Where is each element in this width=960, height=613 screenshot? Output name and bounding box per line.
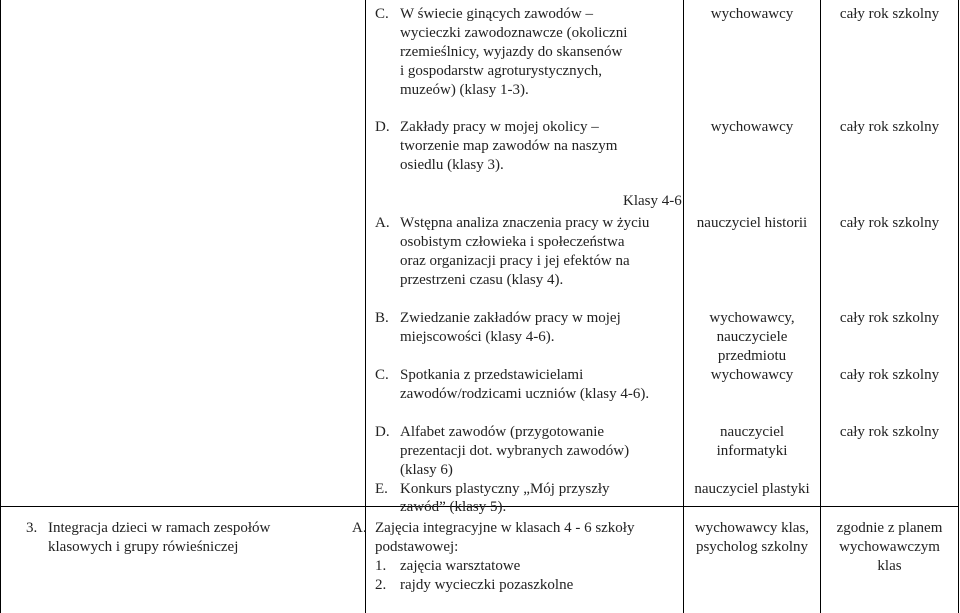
item-text-line: zawodów/rodzicami uczniów (klasy 4-6). [400,386,650,402]
item-text-line: Zwiedzanie zakładów pracy w mojej [400,310,621,326]
item-text-line: Wstępna analiza znaczenia pracy w życiu [400,215,650,231]
item-letter: C. [375,6,389,22]
section-heading: Klasy 4-6 [623,193,682,209]
item-text-line: Alfabet zawodów (przygotowanie [400,424,605,440]
item-text-line: i gospodarstw agroturystycznych, [400,63,603,79]
list-item: rajdy wycieczki pozaszkolne [400,577,574,593]
item-text-line: osiedlu (klasy 3). [400,157,504,173]
list-item-number: 2. [375,577,387,593]
table-border-right [958,0,959,613]
item-letter: B. [375,310,389,326]
item-letter: A. [352,520,367,536]
table-border-left [0,0,1,613]
responsible-cell: informatyki [716,443,788,459]
list-item-number: 1. [375,558,387,574]
timeframe-cell: wychowawczym [839,539,940,555]
responsible-cell: wychowawcy [710,367,794,383]
list-item: zajęcia warsztatowe [400,558,521,574]
row-title-line: klasowych i grupy rówieśniczej [48,539,239,555]
timeframe-cell: klas [877,558,902,574]
responsible-cell: wychowawcy klas, [694,520,810,536]
timeframe-cell: cały rok szkolny [839,215,940,231]
responsible-cell: wychowawcy, [709,310,795,326]
item-text-line: Konkurs plastyczny „Mój przyszły [400,481,610,497]
item-letter: D. [375,424,390,440]
item-letter: E. [375,481,388,497]
responsible-cell: nauczyciel historii [696,215,808,231]
responsible-cell: psycholog szkolny [695,539,809,555]
item-text-line: (klasy 6) [400,462,453,478]
row-number: 3. [26,520,38,536]
timeframe-cell: cały rok szkolny [839,119,940,135]
responsible-cell: nauczyciele [716,329,788,345]
item-text-line: Zajęcia integracyjne w klasach 4 - 6 szkoły [375,520,635,536]
responsible-cell: wychowawcy [710,6,794,22]
responsible-cell: wychowawcy [710,119,794,135]
responsible-cell: nauczyciel plastyki [694,481,810,497]
item-text-line: Spotkania z przedstawicielami [400,367,584,383]
timeframe-cell: cały rok szkolny [839,310,940,326]
item-letter: D. [375,119,390,135]
item-text-line: osobistym człowieka i społeczeństwa [400,234,625,250]
item-text-line: miejscowości (klasy 4-6). [400,329,555,345]
timeframe-cell: cały rok szkolny [839,367,940,383]
item-text-line: rzemieślnicy, wyjazdy do skansenów [400,44,623,60]
item-text-line: przestrzeni czasu (klasy 4). [400,272,564,288]
item-letter: A. [375,215,390,231]
row-title-line: Integracja dzieci w ramach zespołów [48,520,271,536]
item-text-line: wycieczki zawodoznawcze (okoliczni [400,25,628,41]
item-text-line: muzeów) (klasy 1-3). [400,82,529,98]
responsible-cell: nauczyciel [719,424,785,440]
item-text-line: tworzenie map zawodów na naszym [400,138,618,154]
item-text-line: prezentacji dot. wybranych zawodów) [400,443,630,459]
item-text-line: Zakłady pracy w mojej okolicy – [400,119,599,135]
timeframe-cell: cały rok szkolny [839,6,940,22]
timeframe-cell: cały rok szkolny [839,424,940,440]
item-text-line: oraz organizacji pracy i jej efektów na [400,253,630,269]
item-letter: C. [375,367,389,383]
item-text-line: podstawowej: [375,539,459,555]
item-text-line: W świecie ginących zawodów – [400,6,593,22]
timeframe-cell: zgodnie z planem [836,520,943,536]
item-text-line: zawód” (klasy 5). [400,499,507,515]
responsible-cell: przedmiotu [717,348,787,364]
